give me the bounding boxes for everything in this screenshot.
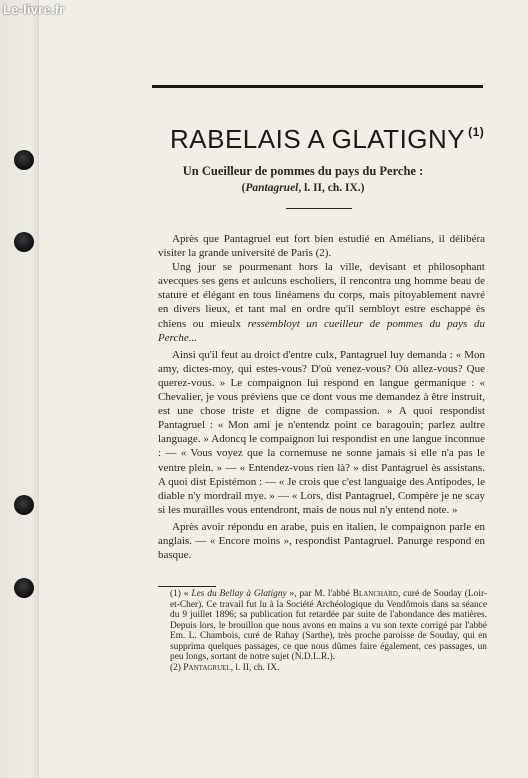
paragraph-2-italic: ressembloyt un cueilleur de pommes du pays du Perche... [158,317,485,344]
footnote-1-mid: », par M. l'abbé [286,589,353,599]
paragraph-3: Ainsi qu'il feut au droict d'entre culx, Pantagruel luy demanda : « Mon amy, dictes-moy, qui estes-vous? D'où venez-vous? Où allez-vous? Que querez-vous. » Le compaignon lui respond en langue germanique : « Chevalier, je vous préviens que ce dont vous me demandez à être instruit, est une chose triste et digne de compassion. » A quoi respondist Pantagruel : « Mon ami je n'entendz point ce baragouin; parlez aultre language. » Adoncq le compaignon lui respondist en une langue inconnue : — « Vous voyez que la cornemuse ne sonne jamais si elle n'a pas le ventre plein. » — « Entendez-vous rien là? » dist Pantagruel ès assistans. A quoi dist Epistémon : — « Je crois que c'est languaige des Antipodes, le diable n'y mordrail mye. » — « Lors, dist Pantagruel, Compère je ne scay si les murailles vous entendront, mais de nous nul n'y entend note. » [158,348,485,516]
binder-hole-icon [14,578,34,598]
footnote-2 [170,663,487,674]
footnote-2-text: , l. II, ch. IX. [230,662,280,673]
paragraph-4: Après avoir répondu en arabe, puis en italien, le compaignon parle en anglais. — « Encore moins », respondist Pantagruel. Panurge respond en basque. [158,520,485,562]
footnote-1-title: Les du Bellay à Glatigny [191,589,287,599]
article-source [118,182,488,194]
binder-hole-icon [14,232,34,252]
title-footnote-marker: (1) [468,125,485,139]
article-title-text: RABELAIS A GLATIGNY [170,124,466,154]
source-rest: , l. II, ch. IX.) [298,182,365,194]
binder-hole-icon [14,495,34,515]
article-title [0,124,528,155]
watermark: Le-livre.fr [3,2,65,17]
source-work: Pantagruel [245,182,299,194]
footnote-1 [170,589,487,663]
footnote-rule [158,586,216,587]
article-body [158,232,485,562]
paragraph-2-text: Ung jour se pourmenant hors la ville, devisant et philosophant avecques ses gens et aulcuns escholiers, il rencontra ung homme beau de stature et élégant en tous linéamens du corps, mais pitoyablement navré en divers lieux, et tant mal en ordre qu'il sembloyt estre eschappé ès chiens ou mieulx [158,261,485,330]
paragraph-2 [158,260,485,345]
top-rule [152,85,483,88]
footnote-1-author: Blanchard [352,589,398,599]
footnote-1-text: , curé de Souday (Loir-et-Cher). Ce travail fut lu à la Société Archéologique du Vendômois dans sa séance du 9 juillet 1896; sa publication fut retardée par suite de l'abondance des matières. Depuis lors, le brouillon que nous avons en mains a vu son texte corrigé par l'abbé Em. L. Chambois, curé de Rahay (Sarthe), très proche paroisse de Souday, qui en supprima quelques passages, ce que nous dûmes faire également, ces passages, un peu longs, sortant de notre sujet (N.D.L.R.). [170,589,487,662]
footnote-2-number: (2) [170,662,184,673]
short-rule [286,208,352,209]
paragraph-1: Après que Pantagruel eut fort bien estudié en Amélians, il délibéra visiter la grande université de Paris (2). [158,233,485,260]
footnotes [170,589,487,673]
footnote-1-number: (1) « [170,589,192,599]
binder-margin [0,0,39,778]
article-subtitle: Un Cueilleur de pommes du pays du Perche : [182,164,424,178]
footnote-2-work: Pantagruel [183,662,231,673]
source-open: ( [241,182,246,194]
